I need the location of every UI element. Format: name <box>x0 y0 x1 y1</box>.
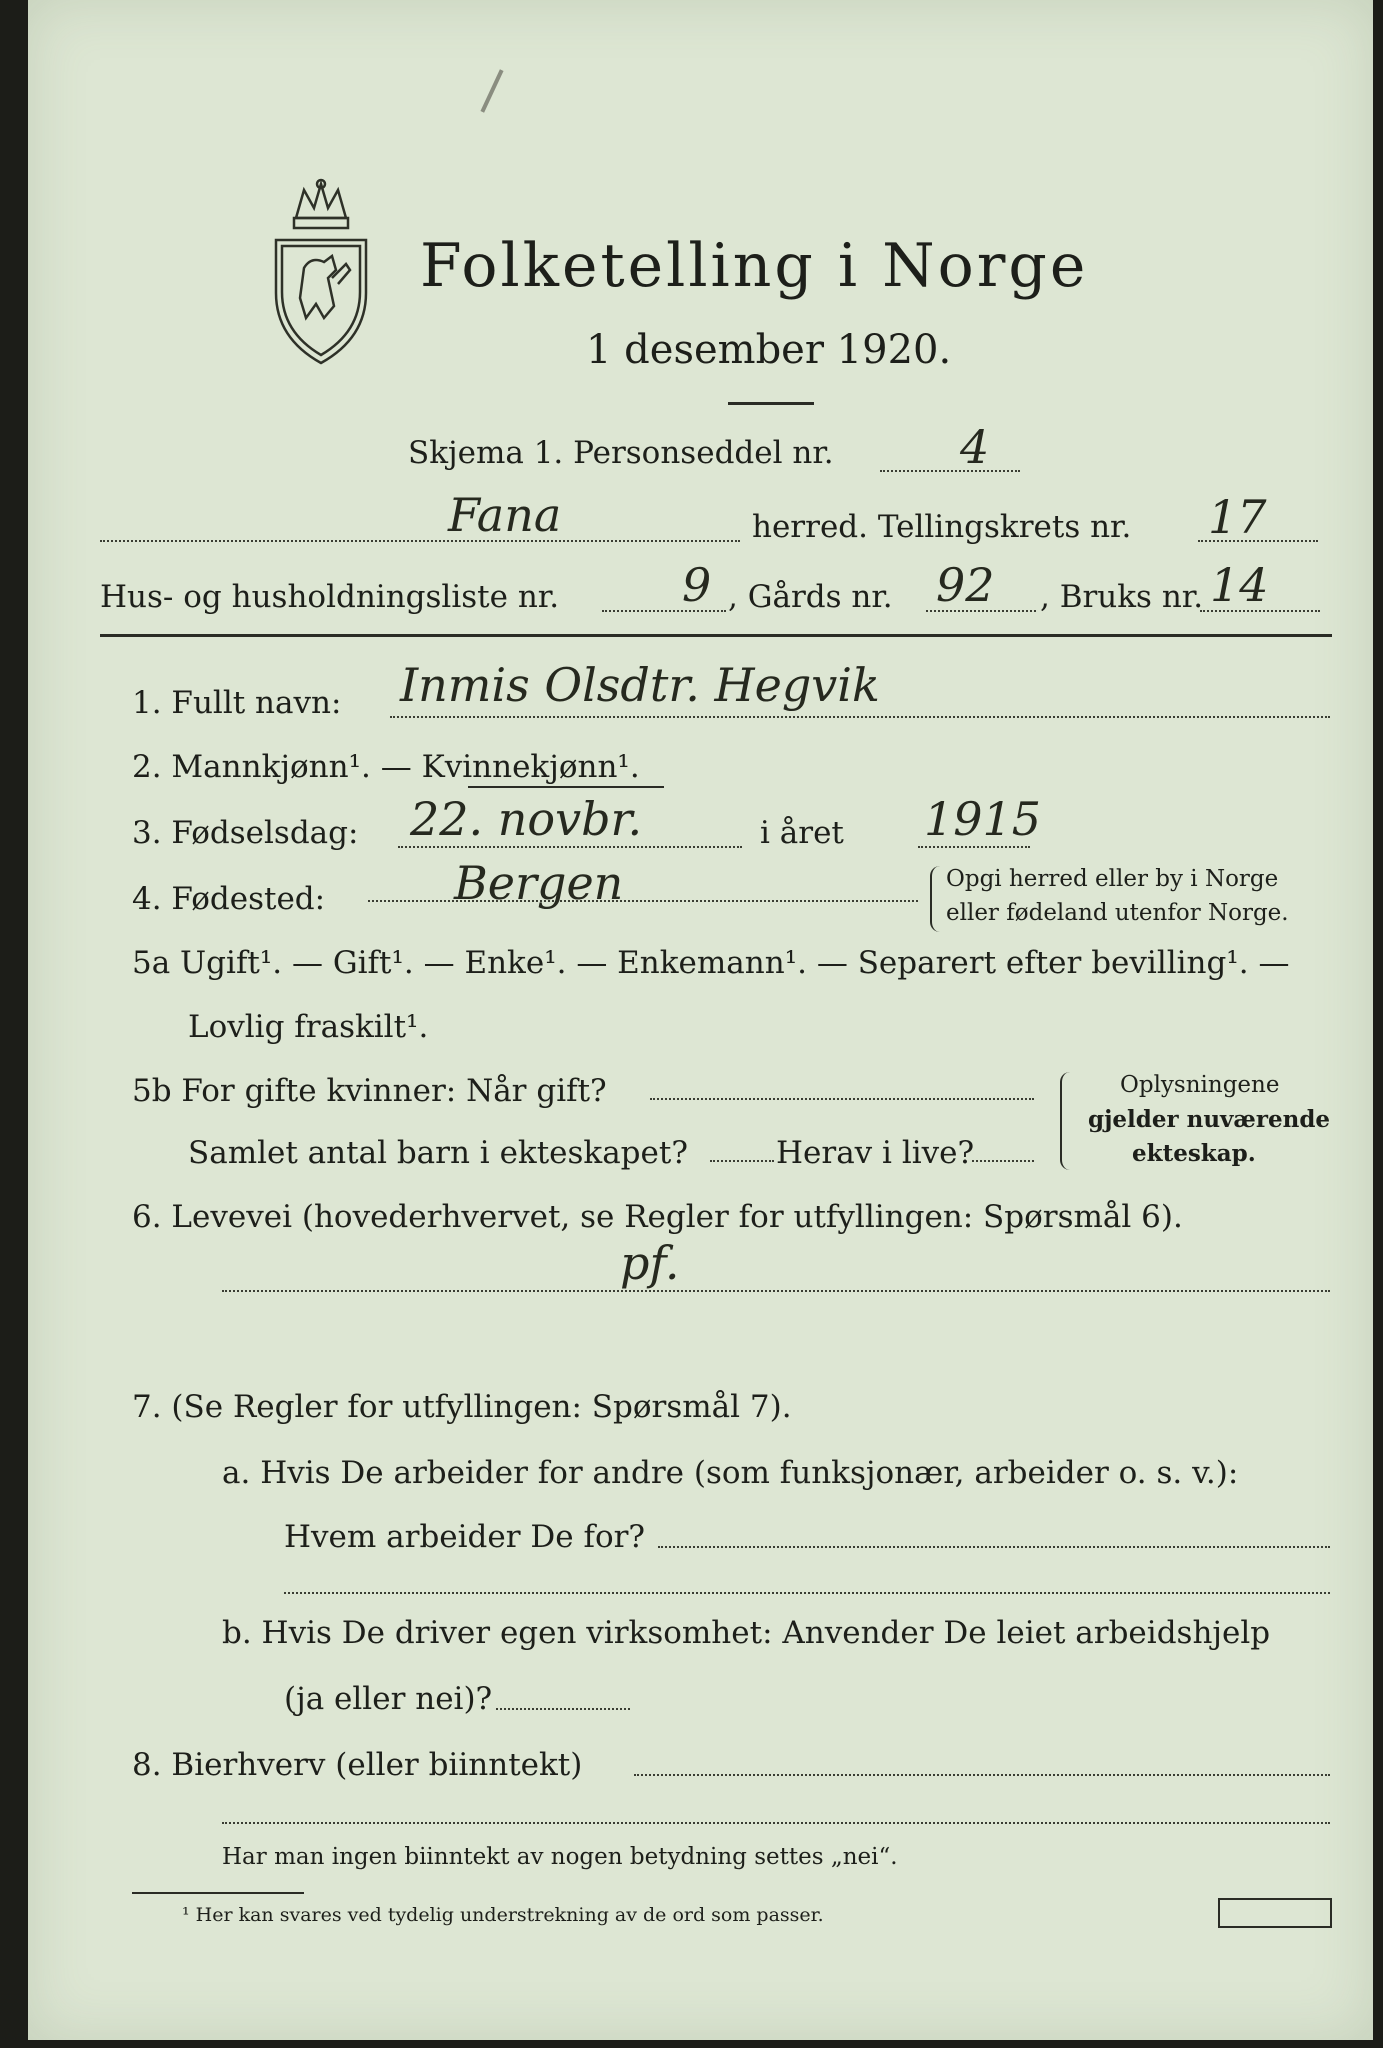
header-rule <box>100 634 1332 637</box>
q3-day-value: 22. novbr. <box>410 792 643 846</box>
q4-note-1: Opgi herred eller by i Norge <box>946 866 1279 892</box>
q7-label: 7. (Se Regler for utfyllingen: Spørsmål 7). <box>132 1389 792 1425</box>
pencil-mark <box>480 69 503 112</box>
q6-field-line <box>222 1290 1330 1292</box>
husholdningsliste-label: Hus- og husholdningsliste nr. <box>100 579 560 615</box>
q5b-children-line <box>710 1160 774 1162</box>
footnote-rule <box>132 1892 304 1894</box>
q5b-note-3: ekteskap. <box>1132 1140 1256 1167</box>
q5b-note-2: gjelder nuværende <box>1088 1106 1331 1133</box>
norway-coat-of-arms-icon <box>266 178 376 368</box>
q5b-label: 5b For gifte kvinner: Når gift? <box>132 1073 607 1109</box>
schema-label: Skjema 1. Personseddel nr. <box>408 435 834 471</box>
q1-value: Inmis Olsdtr. Hegvik <box>400 658 880 712</box>
q3-year-line <box>918 846 1030 848</box>
personseddel-field-line <box>880 470 1020 472</box>
q3-day-line <box>398 846 742 848</box>
q8-field-line <box>634 1774 1330 1776</box>
title-divider <box>728 402 814 405</box>
q5a-continued: Lovlig fraskilt¹. <box>188 1009 429 1045</box>
herred-value: Fana <box>448 488 562 542</box>
gards-value: 92 <box>936 558 995 612</box>
q3-label: 3. Fødselsdag: <box>132 815 359 851</box>
q7b-label: b. Hvis De driver egen virksomhet: Anvender De leiet arbeidshjelp <box>222 1615 1271 1651</box>
q4-field-line <box>368 900 918 902</box>
husholdningsliste-value: 9 <box>682 558 712 612</box>
q7b-yesno-line <box>496 1708 630 1710</box>
tellingskrets-value: 17 <box>1208 490 1267 544</box>
printer-stamp <box>1218 1898 1332 1928</box>
q4-note-2: eller fødeland utenfor Norge. <box>946 900 1289 926</box>
q7a-who-line <box>658 1546 1330 1548</box>
q5b-alive-label: Herav i live? <box>776 1135 975 1171</box>
gards-label: , Gårds nr. <box>728 579 893 615</box>
q8-extra-line <box>222 1822 1330 1824</box>
q4-label: 4. Fødested: <box>132 881 326 917</box>
q8-label: 8. Bierhverv (eller biinntekt) <box>132 1747 583 1783</box>
q5b-married-line <box>650 1098 1034 1100</box>
q2-underline <box>468 786 664 788</box>
herred-field-line <box>100 540 740 542</box>
q7a-extra-line <box>284 1592 1330 1594</box>
q6-label: 6. Levevei (hovederhvervet, se Regler for utfyllingen: Spørsmål 6). <box>132 1199 1183 1235</box>
bruks-label: , Bruks nr. <box>1040 579 1204 615</box>
census-form <box>28 0 1373 2040</box>
q5b-alive-line <box>972 1160 1034 1162</box>
q4-brace <box>930 866 942 932</box>
q5b-note-1: Oplysningene <box>1120 1072 1280 1098</box>
q2-label: 2. Mannkjønn¹. — Kvinnekjønn¹. <box>132 749 640 785</box>
q1-field-line <box>390 716 1330 718</box>
q6-value: pf. <box>620 1236 680 1290</box>
footnote: ¹ Her kan svares ved tydelig understrekning av de ord som passer. <box>182 1904 824 1926</box>
q7a-label: a. Hvis De arbeider for andre (som funksjonær, arbeider o. s. v.): <box>222 1455 1239 1491</box>
q8-note: Har man ingen biinntekt av nogen betydning settes „nei“. <box>222 1844 898 1870</box>
q7b-yesno-label: (ja eller nei)? <box>284 1681 493 1717</box>
q5a-label: 5a Ugift¹. — Gift¹. — Enke¹. — Enkemann¹. — Separert efter bevilling¹. — <box>132 945 1290 981</box>
q5b-children-label: Samlet antal barn i ekteskapet? <box>188 1135 688 1171</box>
herred-label: herred. Tellingskrets nr. <box>752 509 1132 545</box>
q7a-who-label: Hvem arbeider De for? <box>284 1519 646 1555</box>
bruks-value: 14 <box>1210 558 1269 612</box>
personseddel-value: 4 <box>960 420 990 474</box>
form-title: Folketelling i Norge <box>420 231 1089 301</box>
q3-year-label: i året <box>760 815 844 851</box>
q5b-brace <box>1060 1072 1072 1170</box>
q1-label: 1. Fullt navn: <box>132 685 342 721</box>
form-date: 1 desember 1920. <box>586 327 952 373</box>
q3-year-value: 1915 <box>924 792 1042 846</box>
q4-value: Bergen <box>454 856 624 910</box>
